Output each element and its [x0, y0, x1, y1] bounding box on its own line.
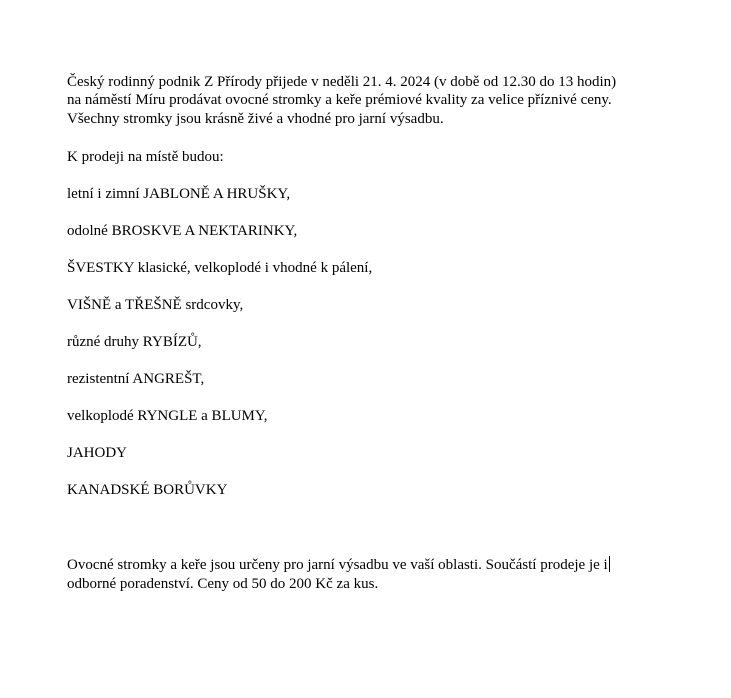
list-item: ŠVESTKY klasické, velkoplodé i vhodné k pálení, [67, 260, 373, 276]
list-item: rezistentní ANGREŠT, [67, 371, 205, 387]
intro-line-2: na náměstí Míru prodávat ovocné stromky a keře prémiové kvality za velice příznivé ceny. [67, 92, 612, 108]
list-heading: K prodeji na místě budou: [67, 149, 224, 165]
closing-line-1[interactable] [67, 556, 610, 574]
list-item: VIŠNĚ a TŘEŠNĚ srdcovky, [67, 297, 244, 313]
list-item: letní i zimní JABLONĚ A HRUŠKY, [67, 186, 291, 202]
closing-line-1-text: Ovocné stromky a keře jsou určeny pro jarní výsadbu ve vaší oblasti. Součástí prodeje je i [67, 557, 608, 573]
list-item: odolné BROSKVE A NEKTARINKY, [67, 223, 298, 239]
list-item: JAHODY [67, 445, 127, 461]
intro-line-1: Český rodinný podnik Z Přírody přijede v neděli 21. 4. 2024 (v době od 12.30 do 13 hodin) [67, 74, 617, 90]
closing-line-2: odborné poradenství. Ceny od 50 do 200 Kč za kus. [67, 576, 379, 592]
list-item: velkoplodé RYNGLE a BLUMY, [67, 408, 268, 424]
intro-line-3: Všechny stromky jsou krásně živé a vhodné pro jarní výsadbu. [67, 111, 444, 127]
text-cursor [609, 556, 610, 572]
list-item: různé druhy RYBÍZŮ, [67, 334, 202, 350]
list-item: KANADSKÉ BORŮVKY [67, 482, 228, 498]
